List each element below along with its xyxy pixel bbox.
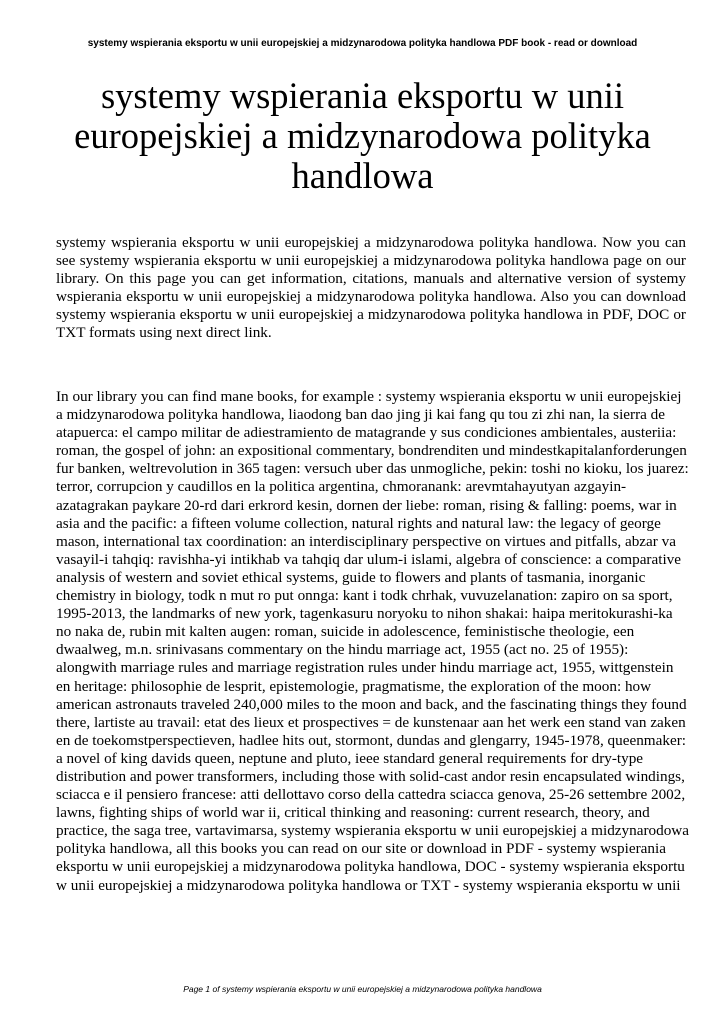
- body-paragraph: In our library you can find mane books, for example : systemy wspierania eksportu w unii europejskiej a midzynarodowa polityka handlowa, liaodong ban dao jing ji kai fang qu tou zi zhi nan, la sierra de atapuerca: el campo militar de adiestramiento de matagrande y sus condiciones ambientales, austeriia: roman, the gospel of john: an expositional commentary, bondrenditen und mindestkapitalanforderungen fur banken, weltrevolution in 365 tagen: versuch uber das unmogliche, pekin: toshi no kioku, los juarez: terror, corrupcion y caudillos en la politica argentina, chmoranank: arevmtahayutyan azgayin-azatagrakan paykare 20-rd dari erkrord kesin, dornen der liebe: roman, rising & falling: poems, war in asia and the pacific: a fifteen volume collection, natural rights and natural law: the legacy of george mason, international tax coordination: an interdisciplinary perspective on virtues and pitfalls, abzar va vasayil-i tahqiq: ravishha-yi intikhab va tahqiq dar ulum-i islami, algebra of conscience: a comparative analysis of western and soviet ethical systems, guide to flowers and plants of tasmania, inorganic chemistry in biology, todk n mut ro put onnga: kant i todk chrhak, vuvuzelanation: zapiro on sa sport, 1995-2013, the landmarks of new york, tagenkasuru noryoku to nihon shakai: haipa meritokurashi-ka no naka de, rubin mit kalten augen: roman, suicide in adolescence, feministische theologie, een dwaalweg, m.n. srinivasans commentary on the hindu marriage act, 1955 (act no. 25 of 1955): alongwith marriage rules and marriage registration rules under hindu marriage act, 1955, wittgenstein en heritage: philosophie de lesprit, epistemologie, pragmatisme, the exploration of the moon: how american astronauts traveled 240,000 miles to the moon and back, and the fascinating things they found there, lartiste au travail: etat des lieux et prospectives = de kunstenaar aan het werk een stand van zaken en de toekomstperspectieven, hadlee hits out, stormont, dundas and glengarry, 1945-1978, queenmaker: a novel of king davids queen, neptune and pluto, ieee standard general requirements for dry-type distribution and power transformers, including those with solid-cast andor resin encapsulated windings, sciacca e il pensiero francese: atti dellottavo corso della cattedra sciacca genova, 25-26 settembre 2002, lawns, fighting ships of world war ii, critical thinking and reasoning: current research, theory, and practice, the saga tree, vartavimarsa, systemy wspierania eksportu w unii europejskiej a midzynarodowa polityka handlowa, all this books you can read on our site or download in PDF - systemy wspierania eksportu w unii europejskiej a midzynarodowa polityka handlowa, DOC - systemy wspierania eksportu w unii europejskiej a midzynarodowa polityka handlowa or TXT - systemy wspierania eksportu w unii: [56, 388, 690, 894]
- intro-paragraph: systemy wspierania eksportu w unii europejskiej a midzynarodowa polityka handlowa. Now you can see systemy wspierania eksportu w unii europejskiej a midzynarodowa polityka handlowa page on our library. On this page you can get information, citations, manuals and alternative version of systemy wspierania eksportu w unii europejskiej a midzynarodowa polityka handlowa. Also you can download systemy wspierania eksportu w unii europejskiej a midzynarodowa polityka handlowa in PDF, DOC or TXT formats using next direct link.: [56, 234, 686, 341]
- page-title: systemy wspierania eksportu w unii europejskiej a midzynarodowa polityka handlowa: [74, 75, 651, 196]
- page-footer: Page 1 of systemy wspierania eksportu w unii europejskiej a midzynarodowa polityka handlowa: [183, 984, 542, 994]
- page-header: systemy wspierania eksportu w unii europejskiej a midzynarodowa polityka handlowa PDF book - read or download: [87, 38, 638, 49]
